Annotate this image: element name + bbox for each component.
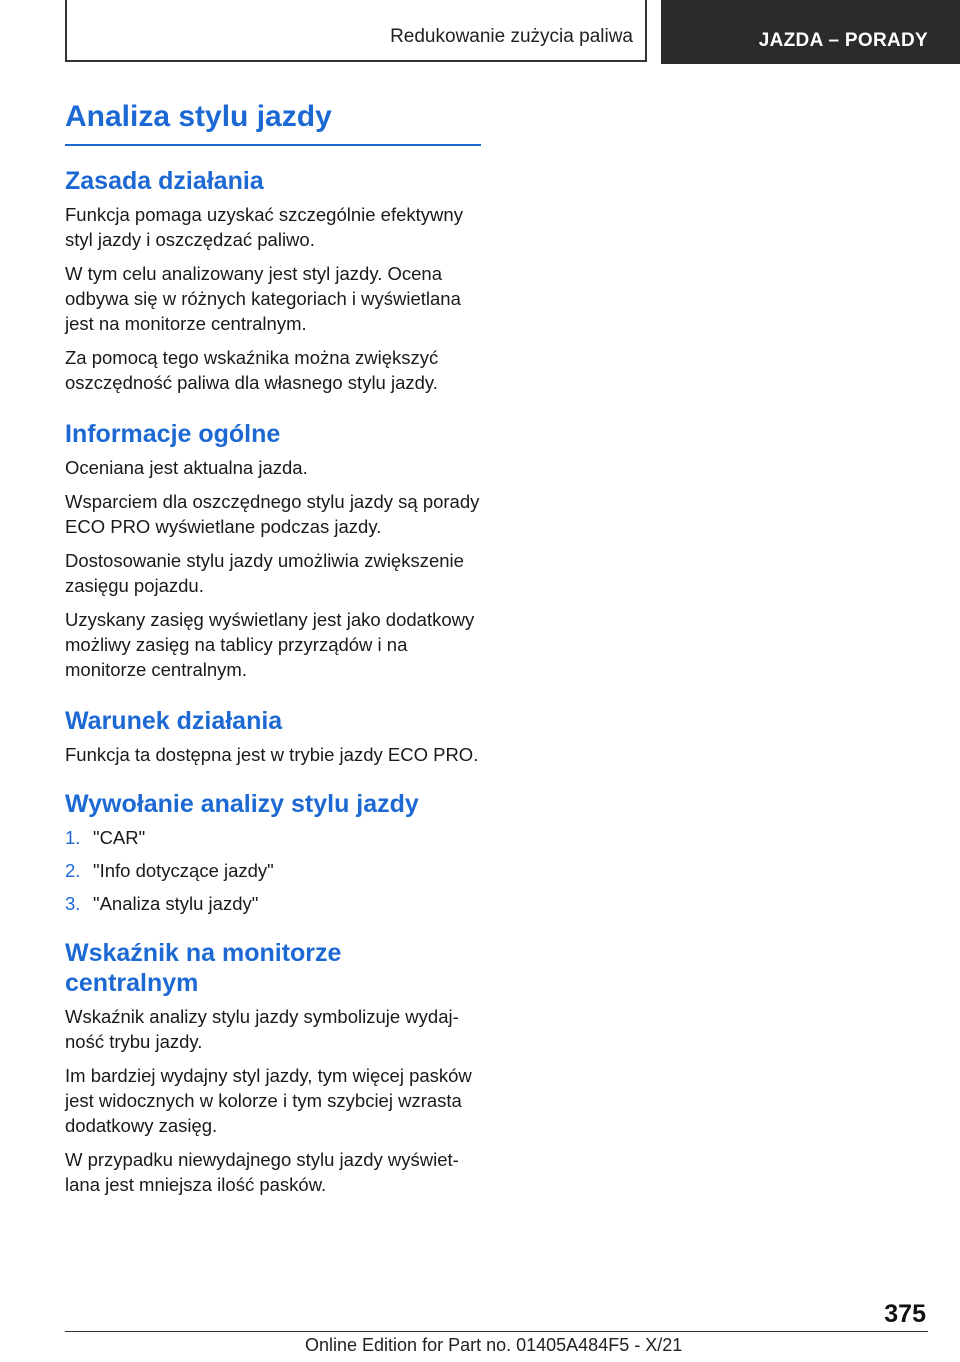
- paragraph: Funkcja pomaga uzyskać szczególnie efektywny styl jazdy i oszczędzać paliwo.: [65, 204, 463, 250]
- section-heading-wskaznik: Wskaźnik na monitorze centralnym: [65, 939, 342, 997]
- paragraph: Wskaźnik analizy stylu jazdy symbolizuje wydajność trybu jazdy.: [65, 1006, 459, 1052]
- footer-edition: Online Edition for Part no. 01405A484F5 - X/21: [305, 1335, 683, 1355]
- page-content: [65, 100, 481, 1206]
- section-title: Redukowanie zużycia paliwa: [390, 26, 633, 47]
- step-number: 3.: [65, 893, 81, 914]
- paragraph: W tym celu analizowany jest styl jazdy. Ocena odbywa się w różnych kategoriach i wyświetlana jest na monitorze centralnym.: [65, 263, 461, 334]
- page-number: 375: [884, 1300, 926, 1328]
- paragraph: W przypadku niewydajnego stylu jazdy wyświetlana jest mniejsza ilość pasków.: [65, 1149, 459, 1195]
- running-header-chapter: [661, 0, 960, 64]
- steps-list: [65, 825, 481, 916]
- paragraph: Dostosowanie stylu jazdy umożliwia zwiększenie zasięgu pojazdu.: [65, 550, 464, 596]
- paragraph: Oceniana jest aktualna jazda.: [65, 457, 308, 478]
- footer-divider: [65, 1331, 928, 1332]
- section-heading-informacje: Informacje ogólne: [65, 420, 281, 448]
- list-item: [65, 825, 481, 850]
- step-number: 2.: [65, 860, 81, 881]
- paragraph: Za pomocą tego wskaźnika można zwiększyć oszczędność paliwa dla własnego stylu jazdy.: [65, 347, 439, 393]
- step-text: "Info dotyczące jazdy": [93, 860, 274, 881]
- paragraph: Wsparciem dla oszczędnego stylu jazdy są porady ECO PRO wyświetlane podczas jazdy.: [65, 491, 480, 537]
- step-text: "CAR": [93, 827, 146, 848]
- section-heading-warunek: Warunek działania: [65, 707, 283, 735]
- chapter-title: JAZDA – PORADY: [758, 30, 928, 51]
- list-item: [65, 891, 481, 916]
- paragraph: Im bardziej wydajny styl jazdy, tym więcej pasków jest widocznych w kolorze i tym szybciej wzrasta dodatkowy zasięg.: [65, 1065, 472, 1136]
- step-text: "Analiza stylu jazdy": [93, 893, 259, 914]
- section-heading-wywolanie: Wywołanie analizy stylu jazdy: [65, 790, 419, 818]
- step-number: 1.: [65, 827, 81, 848]
- page-title: Analiza stylu jazdy: [65, 100, 481, 146]
- paragraph: Uzyskany zasięg wyświetlany jest jako dodatkowy możliwy zasięg na tablicy przyrządów i na monitorze centralnym.: [65, 609, 475, 680]
- list-item: [65, 858, 481, 883]
- section-heading-zasada: Zasada działania: [65, 167, 264, 195]
- running-header-section: [65, 0, 647, 62]
- paragraph: Funkcja ta dostępna jest w trybie jazdy ECO PRO.: [65, 744, 479, 765]
